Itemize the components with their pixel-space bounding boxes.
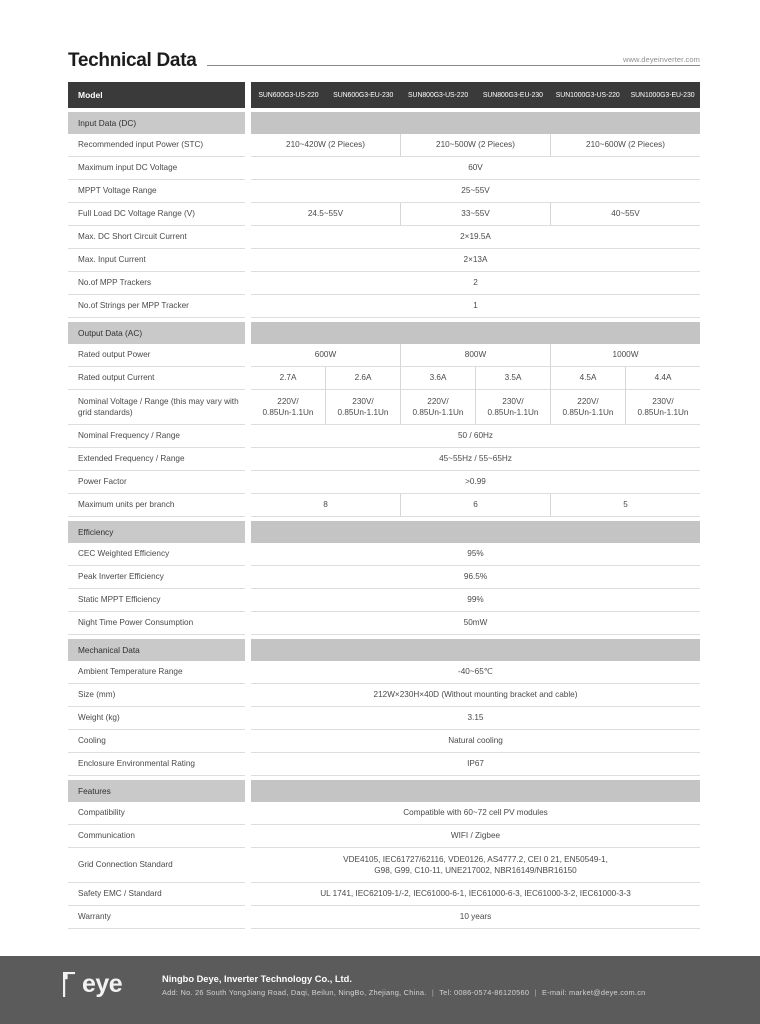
spec-value-line: 0.85Un-1.1Un [487, 408, 539, 417]
spec-row [68, 180, 700, 203]
spec-label: Night Time Power Consumption [68, 612, 248, 635]
spec-label: Max. Input Current [68, 249, 248, 272]
spec-value: 5 [550, 494, 700, 516]
spec-values [248, 684, 700, 707]
spec-value [325, 390, 400, 424]
spec-row [68, 494, 700, 517]
spec-value: 3.15 [467, 713, 484, 723]
spec-value-line: 0.85Un-1.1Un [562, 408, 614, 417]
spec-row [68, 295, 700, 318]
spec-value-line: 230V/ [502, 396, 524, 406]
spec-value [625, 390, 700, 424]
model-header-row [68, 82, 700, 108]
spec-row [68, 883, 700, 906]
spec-label: Power Factor [68, 471, 248, 494]
model-name: SUN1000G3-US-220 [555, 91, 620, 99]
spec-value: 8 [323, 500, 328, 510]
spec-label: Safety EMC / Standard [68, 883, 248, 906]
spec-row [68, 543, 700, 566]
spec-label: Communication [68, 825, 248, 848]
spec-label: Size (mm) [68, 684, 248, 707]
spec-values [248, 661, 700, 684]
section-header-row [68, 639, 700, 661]
spec-label: Grid Connection Standard [68, 848, 248, 883]
spec-label: Peak Inverter Efficiency [68, 566, 248, 589]
page-header [68, 40, 700, 72]
spec-values [248, 226, 700, 249]
section-header-row [68, 521, 700, 543]
technical-data-table [68, 82, 700, 929]
spec-label: Enclosure Environmental Rating [68, 753, 248, 776]
spec-value: 95% [467, 549, 484, 559]
page-title: Technical Data [68, 50, 197, 71]
spec-row [68, 272, 700, 295]
spec-value: 212W×230H×40D (Without mounting bracket and cable) [373, 690, 578, 700]
spec-values [248, 367, 700, 390]
spec-value-line: 220V/ [427, 396, 449, 406]
spec-row [68, 203, 700, 226]
spec-label: Rated output Power [68, 344, 248, 367]
spec-value: 2 [473, 278, 478, 288]
company-address: Add: No. 26 South YongJiang Road, Daqi, Beilun, NingBo, Zhejiang, China. [162, 988, 427, 997]
spec-values [248, 425, 700, 448]
spec-value-line: VDE4105, IEC61727/62116, VDE0126, AS4777.2, CEI 0 21, EN50549-1, [343, 854, 608, 864]
spec-value: 60V [468, 163, 483, 173]
spec-row [68, 344, 700, 367]
separator-2: | [534, 988, 537, 997]
spec-row [68, 707, 700, 730]
spec-row [68, 730, 700, 753]
spec-values [248, 344, 700, 367]
spec-values [248, 494, 700, 517]
footer-content [62, 970, 646, 1000]
spec-values [248, 753, 700, 776]
spec-label: No.of MPP Trackers [68, 272, 248, 295]
spec-label: Max. DC Short Circuit Current [68, 226, 248, 249]
spec-values [248, 589, 700, 612]
section-title: Mechanical Data [68, 639, 248, 661]
spec-row [68, 753, 700, 776]
spec-values [248, 883, 700, 906]
model-name: SUN1000G3-EU-230 [630, 91, 695, 99]
spec-row [68, 566, 700, 589]
spec-value: 45~55Hz / 55~65Hz [439, 454, 512, 464]
spec-values [248, 471, 700, 494]
model-name: SUN800G3-EU-230 [482, 91, 543, 99]
spec-values [248, 566, 700, 589]
section-title: Output Data (AC) [68, 322, 248, 344]
spec-values [248, 390, 700, 425]
spec-row [68, 802, 700, 825]
spec-values [248, 802, 700, 825]
spec-label: Maximum input DC Voltage [68, 157, 248, 180]
spec-label: Weight (kg) [68, 707, 248, 730]
spec-value: WIFI / Zigbee [450, 831, 501, 841]
section-header-row [68, 780, 700, 802]
model-name: SUN800G3-US-220 [407, 91, 469, 99]
spec-value: Compatible with 60~72 cell PV modules [403, 808, 548, 818]
spec-row [68, 367, 700, 390]
company-email: E-mail: market@deye.com.cn [541, 988, 646, 997]
spec-row [68, 848, 700, 883]
contact-line [162, 988, 646, 997]
spec-label: Rated output Current [68, 367, 248, 390]
spec-label: Ambient Temperature Range [68, 661, 248, 684]
spec-row [68, 661, 700, 684]
section-title: Features [68, 780, 248, 802]
spec-value: IP67 [467, 759, 484, 769]
spec-row [68, 249, 700, 272]
spec-value-line: 230V/ [352, 396, 374, 406]
spec-label: Maximum units per branch [68, 494, 248, 517]
section-band-fill [248, 112, 700, 134]
spec-value: 2×13A [463, 255, 488, 265]
section-band-fill [248, 639, 700, 661]
spec-label: Recommended input Power (STC) [68, 134, 248, 157]
spec-value: 600W [314, 350, 337, 360]
spec-value-line: 0.85Un-1.1Un [337, 408, 389, 417]
spec-value [550, 390, 625, 424]
section-header-row [68, 112, 700, 134]
spec-row [68, 906, 700, 929]
spec-label: Compatibility [68, 802, 248, 825]
spec-value: 40~55V [550, 203, 700, 225]
spec-label: CEC Weighted Efficiency [68, 543, 248, 566]
section-band-fill [248, 521, 700, 543]
spec-values [248, 157, 700, 180]
spec-value: 210~420W (2 Pieces) [286, 140, 365, 150]
spec-value: 99% [467, 595, 484, 605]
spec-value [400, 390, 475, 424]
spec-values [248, 180, 700, 203]
spec-value-line: G98, G99, C10-11, UNE217002, NBR16149/NBR16150 [374, 866, 577, 875]
section-title: Efficiency [68, 521, 248, 543]
spec-values [248, 134, 700, 157]
spec-value: 4.5A [550, 367, 625, 389]
spec-value-line: 0.85Un-1.1Un [262, 408, 314, 417]
spec-label: MPPT Voltage Range [68, 180, 248, 203]
spec-value: 10 years [459, 912, 492, 922]
spec-value: 25~55V [461, 186, 490, 196]
spec-value: 2.6A [325, 367, 400, 389]
logo-wordmark: eye [82, 970, 123, 998]
spec-value: 210~600W (2 Pieces) [550, 134, 700, 156]
spec-value-line: 0.85Un-1.1Un [412, 408, 464, 417]
spec-value-line: 220V/ [577, 396, 599, 406]
spec-label: Cooling [68, 730, 248, 753]
spec-value: 3.5A [475, 367, 550, 389]
spec-label: Static MPPT Efficiency [68, 589, 248, 612]
spec-row [68, 589, 700, 612]
spec-value: 2×19.5A [460, 232, 491, 242]
spec-row [68, 612, 700, 635]
spec-values [248, 730, 700, 753]
company-tel: Tel: 0086-0574-86120560 [439, 988, 530, 997]
spec-row [68, 684, 700, 707]
logo-d-icon [62, 971, 84, 998]
spec-value: 24.5~55V [307, 209, 344, 219]
spec-values [248, 203, 700, 226]
footer-text-block [162, 973, 646, 997]
section-band-fill [248, 322, 700, 344]
spec-row [68, 825, 700, 848]
spec-value: 1000W [550, 344, 700, 366]
title-rule [207, 65, 701, 66]
spec-row [68, 471, 700, 494]
model-name: SUN600G3-EU-230 [333, 91, 394, 99]
deye-logo [62, 970, 146, 1000]
spec-value: 800W [400, 344, 550, 366]
spec-values [248, 707, 700, 730]
spec-values [248, 612, 700, 635]
spec-value: 6 [400, 494, 550, 516]
spec-label: Full Load DC Voltage Range (V) [68, 203, 248, 226]
spec-value: Natural cooling [448, 736, 503, 746]
model-header-label: Model [68, 82, 248, 108]
spec-value: 3.6A [400, 367, 475, 389]
spec-value [475, 390, 550, 424]
page-footer [0, 956, 760, 1024]
spec-values [248, 272, 700, 295]
spec-value [251, 848, 700, 882]
spec-value [251, 390, 325, 424]
spec-row [68, 134, 700, 157]
separator-1: | [431, 988, 435, 997]
spec-row [68, 390, 700, 425]
spec-values [248, 295, 700, 318]
spec-values [248, 448, 700, 471]
spec-value-line: 220V/ [277, 396, 299, 406]
spec-value: 1 [473, 301, 478, 311]
company-name: Ningbo Deye, Inverter Technology Co., Ltd. [162, 974, 352, 984]
spec-value: 50mW [463, 618, 488, 628]
spec-value-line: 230V/ [652, 396, 674, 406]
spec-label: Nominal Frequency / Range [68, 425, 248, 448]
spec-label: Warranty [68, 906, 248, 929]
spec-value: 96.5% [463, 572, 488, 582]
spec-label: Nominal Voltage / Range (this may vary with grid standards) [68, 390, 248, 425]
section-band-fill [248, 780, 700, 802]
spec-value: >0.99 [465, 477, 486, 487]
spec-value-line: 0.85Un-1.1Un [637, 408, 689, 417]
spec-label: Extended Frequency / Range [68, 448, 248, 471]
spec-values [248, 848, 700, 883]
spec-row [68, 157, 700, 180]
spec-values [248, 906, 700, 929]
spec-values [248, 249, 700, 272]
spec-value: 2.7A [279, 373, 297, 383]
spec-value: UL 1741, IEC62109-1/-2, IEC61000-6-1, IEC61000-6-3, IEC61000-3-2, IEC61000-3-3 [320, 889, 631, 899]
spec-row [68, 425, 700, 448]
model-name: SUN600G3-US-220 [258, 91, 319, 99]
spec-value: 4.4A [625, 367, 700, 389]
spec-value: 33~55V [400, 203, 550, 225]
spec-row [68, 226, 700, 249]
website-url: www.deyeinverter.com [622, 55, 700, 64]
spec-values [248, 543, 700, 566]
spec-value: -40~65℃ [458, 667, 493, 677]
spec-value: 210~500W (2 Pieces) [400, 134, 550, 156]
model-header-cells [248, 82, 700, 108]
spec-label: No.of Strings per MPP Tracker [68, 295, 248, 318]
spec-row [68, 448, 700, 471]
section-header-row [68, 322, 700, 344]
spec-values [248, 825, 700, 848]
section-title: Input Data (DC) [68, 112, 248, 134]
spec-value: 50 / 60Hz [457, 431, 494, 441]
